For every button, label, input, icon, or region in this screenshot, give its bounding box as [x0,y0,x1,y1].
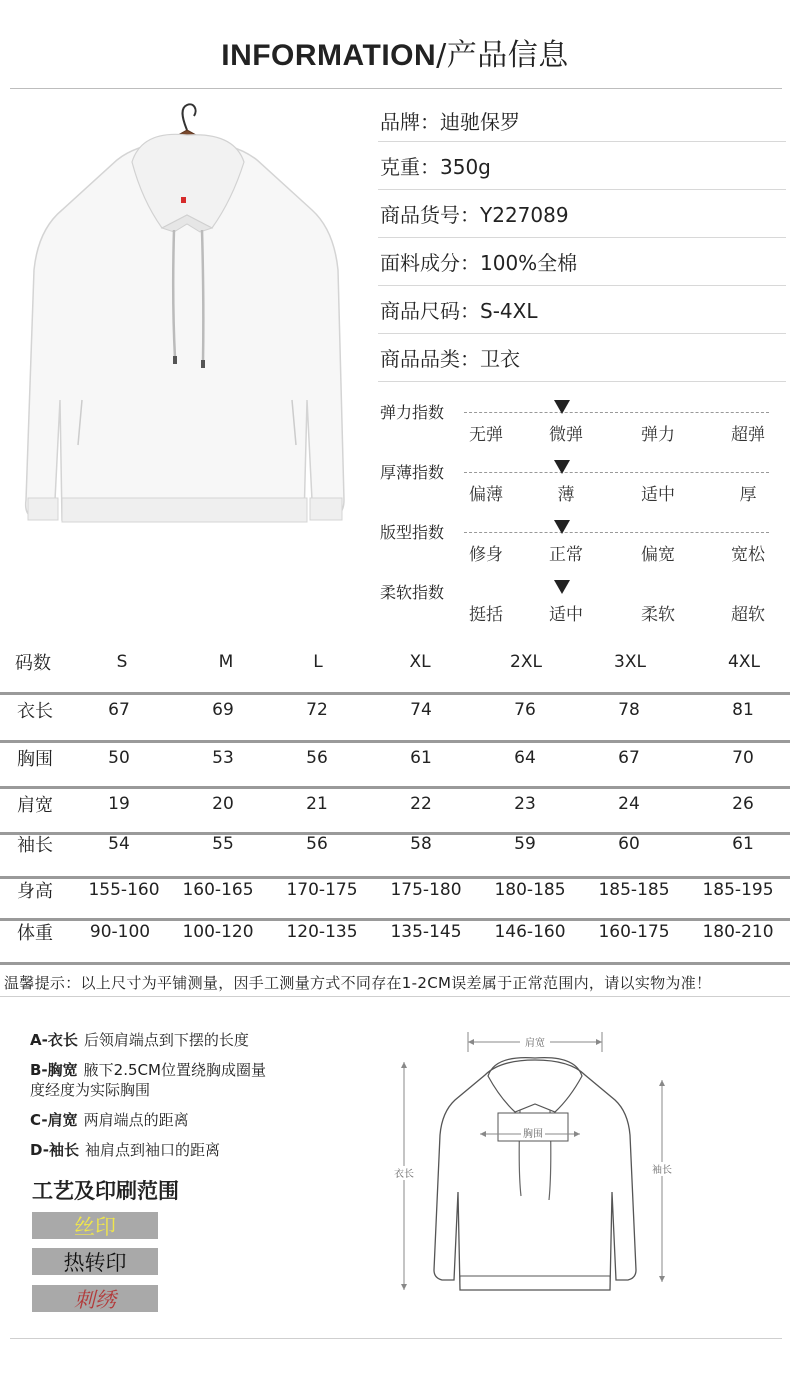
attr-item-number: 商品货号：Y227089 [378,190,786,238]
measurement-diagram [380,1020,680,1305]
scale-marker-icon [554,580,570,594]
scale-option: 超软 [731,605,765,625]
table-header-cell: L [313,652,323,672]
table-row-label: 肩宽 [17,795,53,816]
page-title [0,30,790,74]
scale-fit [378,520,770,576]
table-cell: 185-185 [598,880,670,900]
table-cell: 72 [306,700,328,720]
table-cell: 70 [732,748,754,768]
product-attributes [378,100,786,382]
table-cell: 61 [410,748,432,768]
table-cell: 120-135 [286,922,358,942]
scale-option: 弹力 [641,425,675,445]
table-cell: 90-100 [89,922,151,942]
attr-size-range: 商品尺码：S-4XL [378,286,786,334]
table-cell: 60 [618,834,640,854]
attr-category: 商品品类：卫衣 [378,334,786,382]
table-cell: 81 [732,700,754,720]
scale-label: 厚薄指数 [380,463,445,482]
scale-option: 无弹 [469,425,503,445]
scale-option-selected: 薄 [557,485,575,505]
table-cell: 56 [306,834,328,854]
definition-key: B-胸宽 [30,1061,78,1079]
measurement-definitions [30,1030,360,1170]
table-cell: 54 [108,834,130,854]
table-cell: 135-145 [390,922,462,942]
table-cell: 180-185 [494,880,566,900]
scale-option: 宽松 [731,545,765,565]
table-cell: 160-165 [182,880,254,900]
definition-item [30,1110,360,1130]
definition-text: 袖肩点到袖口的距离 [84,1141,220,1159]
title-divider [10,88,782,89]
table-row-label: 胸围 [17,749,53,770]
table-divider [0,962,790,965]
table-header-cell: M [218,652,234,672]
craft-heat-transfer: 热转印 [32,1248,158,1275]
table-cell: 19 [108,794,130,814]
scale-option: 修身 [469,545,503,565]
definition-item [30,1030,360,1050]
table-divider [0,876,790,879]
page-title-en: INFORMATION [221,39,437,72]
table-divider [0,918,790,921]
table-cell: 50 [108,748,130,768]
attr-weight: 克重：350g [378,142,786,190]
hoodie-product-image [22,100,352,560]
craft-embroidery: 刺绣 [32,1285,158,1312]
table-cell: 76 [514,700,536,720]
table-cell: 56 [306,748,328,768]
tip-divider [0,996,790,997]
scale-option-selected: 适中 [549,605,583,625]
scale-elasticity [378,400,770,456]
scale-label: 版型指数 [380,523,445,542]
table-cell: 55 [212,834,234,854]
table-cell: 160-175 [598,922,670,942]
table-cell: 100-120 [182,922,254,942]
table-cell: 53 [212,748,234,768]
table-cell: 23 [514,794,536,814]
scale-option: 超弹 [731,425,765,445]
table-cell: 59 [514,834,536,854]
definition-key: C-肩宽 [30,1111,78,1129]
table-cell: 21 [306,794,328,814]
definition-text: 两肩端点的距离 [83,1111,189,1129]
table-cell: 180-210 [702,922,774,942]
table-cell: 67 [618,748,640,768]
table-header-cell: 3XL [614,652,646,672]
craft-title: 工艺及印刷范围 [32,1179,179,1203]
measurement-tip: 温馨提示：以上尺寸为平铺测量，因手工测量方式不同存在1-2CM误差属于正常范围内，请以实物为准！ [4,974,712,992]
table-row-label: 身高 [17,881,53,902]
scale-label: 柔软指数 [380,583,445,602]
table-header-cell: 4XL [728,652,760,672]
table-divider [0,786,790,789]
definition-key: A-衣长 [30,1031,78,1049]
scale-marker-icon [554,520,570,534]
table-cell: 61 [732,834,754,854]
table-row-label: 体重 [17,923,53,944]
table-row-label: 衣长 [17,701,53,722]
table-cell: 146-160 [494,922,566,942]
diagram-label-sleeve: 袖长 [652,1165,672,1176]
scale-thickness [378,460,770,516]
table-header-cell: 码数 [15,653,51,674]
table-cell: 67 [108,700,130,720]
table-header-cell: S [116,652,128,672]
definition-item [30,1060,280,1100]
definition-text: 后领肩端点到下摆的长度 [83,1031,249,1049]
attr-fabric: 面料成分：100%全棉 [378,238,786,286]
scale-softness [378,580,770,636]
table-cell: 78 [618,700,640,720]
table-divider [0,740,790,743]
scale-line [464,412,769,413]
craft-silk-screen: 丝印 [32,1212,158,1239]
scale-line [464,532,769,533]
table-cell: 26 [732,794,754,814]
table-header-cell: XL [409,652,431,672]
scale-line [464,472,769,473]
table-cell: 24 [618,794,640,814]
scale-option: 偏薄 [469,485,503,505]
table-cell: 74 [410,700,432,720]
table-cell: 69 [212,700,234,720]
scale-marker-icon [554,400,570,414]
scale-option-selected: 正常 [549,545,583,565]
scale-option: 偏宽 [641,545,675,565]
table-cell: 170-175 [286,880,358,900]
table-cell: 175-180 [390,880,462,900]
scale-option: 挺括 [469,605,503,625]
definition-text: 腋下2.5CM位置绕胸成圈量度经度为实际胸围 [30,1061,266,1099]
table-row-label: 袖长 [17,835,53,856]
definition-item [30,1140,360,1160]
definition-key: D-袖长 [30,1141,79,1159]
table-cell: 20 [212,794,234,814]
scale-option-selected: 微弹 [549,425,583,445]
scale-marker-icon [554,460,570,474]
table-cell: 64 [514,748,536,768]
table-cell: 22 [410,794,432,814]
table-cell: 155-160 [88,880,160,900]
scale-option: 适中 [641,485,675,505]
attr-brand: 品牌：迪驰保罗 [378,100,786,142]
diagram-label-length: 衣长 [394,1169,414,1180]
scale-option: 厚 [739,485,757,505]
table-cell: 58 [410,834,432,854]
table-cell: 185-195 [702,880,774,900]
scale-label: 弹力指数 [380,403,445,422]
diagram-label-chest: 胸围 [523,1129,543,1140]
table-header-cell: 2XL [510,652,542,672]
diagram-label-shoulder: 肩宽 [525,1038,545,1049]
table-divider [0,692,790,695]
page-title-zh: /产品信息 [436,38,569,73]
scale-option: 柔软 [641,605,675,625]
bottom-divider [10,1338,782,1339]
